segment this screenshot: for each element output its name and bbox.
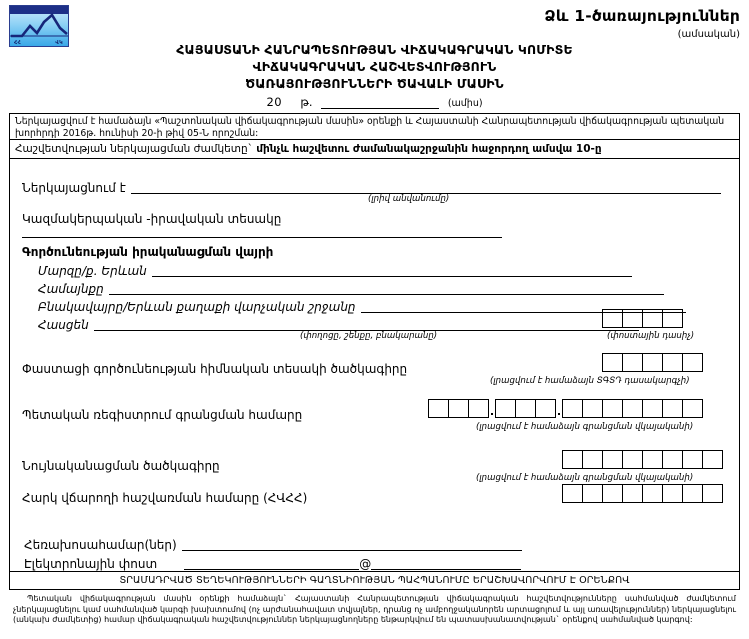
identification-label: Նույնականացման ծածկագիրը	[22, 459, 220, 473]
identification-cell[interactable]	[642, 450, 663, 469]
month-hint: (ամիս)	[447, 98, 483, 109]
email-domain-input[interactable]	[371, 558, 521, 570]
taxpayer-cell[interactable]	[582, 484, 603, 503]
title-line-2: ՎԻՃԱԿԱԳՐԱԿԱՆ ՀԱՇՎԵՏՎՈՒԹՅՈՒՆ	[252, 59, 497, 74]
deadline-label: Հաշվետվության ներկայացման ժամկետը`	[15, 143, 257, 155]
identification-cell[interactable]	[562, 450, 583, 469]
month-input[interactable]	[321, 97, 439, 109]
taxpayer-cell[interactable]	[602, 484, 623, 503]
state-register-cell[interactable]	[495, 399, 516, 418]
state-register-cell[interactable]	[622, 399, 643, 418]
activity-code-hint: (լրացվում է համաձայն ՏԳՏԴ դասակարգչի)	[490, 376, 690, 386]
taxpayer-cell[interactable]	[622, 484, 643, 503]
community-label: Համայնքը	[38, 282, 104, 296]
legal-basis-note: Ներկայացվում է համաձայն «Պաշտոնական վիճակագրության մասին» օրենքի և Հայաստանի Հանրապետության վիճակագրության պետական խորհրդի 2016թ. հունիսի 20-ի թիվ 05-Ն որոշման:	[10, 114, 739, 140]
state-register-row	[22, 404, 302, 423]
postal-code-cell[interactable]	[642, 309, 663, 328]
footnote-text: Պետական վիճակագրության մասին օրենքի համաձայն` Հայաստանի Հանրապետության վիճակագրական հաշվետվությունները սահմանված ժամկետում չներկայացնելու կամ սահմանված կարգի խախտումով (ոչ արժանահավատ տվյալներ, դրանց ոչ ամբողջականորեն արտացոլում և այլ առավելություններ) ներկայացնելու (անկախ ժամկետից) համար վիճակագրական հաշվետվություններ ներկայացնողները ենթարկվում են պատասխանատվության` օրենքով սահմանված կարգով:	[13, 594, 736, 625]
state-register-hint: (լրացվում է համաձայն գրանցման վկայականի)	[476, 422, 694, 432]
phone-row	[24, 534, 522, 553]
community-row	[38, 278, 664, 297]
identification-cell[interactable]	[682, 450, 703, 469]
submission-deadline	[10, 140, 739, 159]
separator-dot-icon	[489, 399, 496, 418]
state-register-cell[interactable]	[662, 399, 683, 418]
identification-cell[interactable]	[662, 450, 683, 469]
logo-label-right: ՎԿ	[55, 40, 63, 46]
activity-code-cell[interactable]	[662, 353, 683, 372]
email-row	[24, 553, 521, 572]
identification-cell[interactable]	[602, 450, 623, 469]
state-register-cell[interactable]	[515, 399, 536, 418]
form-code: Ձև 1-ծառայություններ	[544, 7, 740, 25]
submitted-by-input[interactable]	[131, 182, 721, 194]
activity-place-row	[22, 241, 273, 260]
activity-place-label: Գործունեության իրականացման վայրի	[22, 245, 274, 259]
postal-code-hint: (փոստային դասիչ)	[607, 331, 695, 341]
form-periodicity: (ամսական)	[677, 29, 740, 40]
identification-cell[interactable]	[622, 450, 643, 469]
form-fields	[10, 159, 739, 588]
taxpayer-cell[interactable]	[702, 484, 723, 503]
postal-code-cell[interactable]	[662, 309, 683, 328]
region-input[interactable]	[152, 265, 632, 277]
year-suffix: թ.	[300, 95, 313, 109]
form-code-block	[544, 7, 740, 40]
address-label: Հասցեն	[38, 318, 89, 332]
confidentiality-banner: ՏՐԱՄԱԴՐՎԱԾ ՏԵՂԵԿՈՒԹՅՈՒՆՆԵՐԻ ԳԱՂՏՆԻՈՒԹՅԱՆ ՊԱՀՊԱՆՈՒՄԸ ԵՐԱՇԽԱՎՈՐՎՈՒՄ Է ՕՐԵՆՔՈՎ	[10, 571, 739, 589]
address-input[interactable]	[94, 319, 639, 331]
settlement-label: Բնակավայրը/Երևան քաղաքի վարչական շրջանը	[38, 300, 356, 314]
title-line-1: ՀԱՅԱՍՏԱՆԻ ՀԱՆՐԱՊԵՏՈՒԹՅԱՆ ՎԻՃԱԿԱԳՐԱԿԱՆ ԿՈՄԻՏԵ	[176, 42, 573, 57]
reporting-date-line	[0, 95, 749, 109]
address-hint: (փողոցը, շենքը, բնակարանը)	[300, 331, 438, 341]
legal-footnote	[9, 592, 740, 626]
activity-code-cell[interactable]	[642, 353, 663, 372]
region-label: Մարզը/ք. Երևան	[38, 264, 147, 278]
settlement-row	[38, 296, 686, 315]
state-register-cell[interactable]	[428, 399, 449, 418]
state-register-cell[interactable]	[582, 399, 603, 418]
activity-code-cell[interactable]	[622, 353, 643, 372]
logo-label-left: ՀՀ	[14, 40, 22, 46]
year-prefix: 20	[266, 95, 283, 109]
taxpayer-row	[22, 487, 307, 506]
form-header	[0, 0, 749, 112]
state-register-cell[interactable]	[562, 399, 583, 418]
postal-code-cells[interactable]	[602, 309, 683, 328]
activity-code-cell[interactable]	[602, 353, 623, 372]
email-label: Էլեկտրոնային փոստ	[24, 557, 158, 571]
legal-form-row	[22, 208, 281, 227]
separator-dot-icon	[556, 399, 563, 418]
identification-cells[interactable]	[562, 450, 723, 469]
taxpayer-cell[interactable]	[562, 484, 583, 503]
activity-code-cells[interactable]	[602, 353, 703, 372]
submitted-by-hint: (լրիվ անվանումը)	[368, 194, 450, 204]
identification-cell[interactable]	[702, 450, 723, 469]
state-register-cell[interactable]	[602, 399, 623, 418]
identification-cell[interactable]	[582, 450, 603, 469]
form-body-box	[9, 113, 740, 590]
identification-row	[22, 455, 220, 474]
state-register-label: Պետական ռեգիստրում գրանցման համարը	[22, 408, 303, 422]
postal-code-cell[interactable]	[622, 309, 643, 328]
email-at-symbol: @	[359, 557, 372, 571]
deadline-value: մինչև հաշվետու ժամանակաշրջանին հաջորդող ամսվա 10-ը	[256, 143, 602, 155]
community-input[interactable]	[109, 283, 664, 295]
identification-hint: (լրացվում է համաձայն գրանցման վկայականի)	[476, 473, 694, 483]
taxpayer-label: Հարկ վճարողի հաշվառման համարը (ՀՎՀՀ)	[22, 491, 308, 505]
postal-code-cell[interactable]	[602, 309, 623, 328]
phone-input[interactable]	[182, 539, 522, 551]
taxpayer-cell[interactable]	[662, 484, 683, 503]
email-local-input[interactable]	[184, 558, 359, 570]
title-line-3: ԾԱՌԱՅՈՒԹՅՈՒՆՆԵՐԻ ԾԱՎԱԼԻ ՄԱՍԻՆ	[245, 76, 504, 91]
region-row	[38, 260, 632, 279]
taxpayer-cells[interactable]	[562, 484, 723, 503]
state-register-cell[interactable]	[642, 399, 663, 418]
taxpayer-cell[interactable]	[642, 484, 663, 503]
legal-form-label: Կազմակերպական -իրավական տեսակը	[22, 212, 282, 226]
submitted-by-label: Ներկայացնում է	[22, 181, 126, 195]
taxpayer-cell[interactable]	[682, 484, 703, 503]
state-register-cell[interactable]	[468, 399, 489, 418]
phone-label: Հեռախոսահամար(ներ)	[24, 538, 177, 552]
state-register-cells[interactable]	[428, 399, 703, 418]
legal-form-input[interactable]	[22, 237, 502, 238]
state-register-cell[interactable]	[448, 399, 469, 418]
activity-code-row	[22, 358, 407, 377]
state-register-cell[interactable]	[535, 399, 556, 418]
state-register-cell[interactable]	[682, 399, 703, 418]
form-titles	[0, 41, 749, 109]
activity-code-cell[interactable]	[682, 353, 703, 372]
activity-code-label: Փաստացի գործունեության հիմնական տեսակի ծածկագիրը	[22, 362, 408, 376]
